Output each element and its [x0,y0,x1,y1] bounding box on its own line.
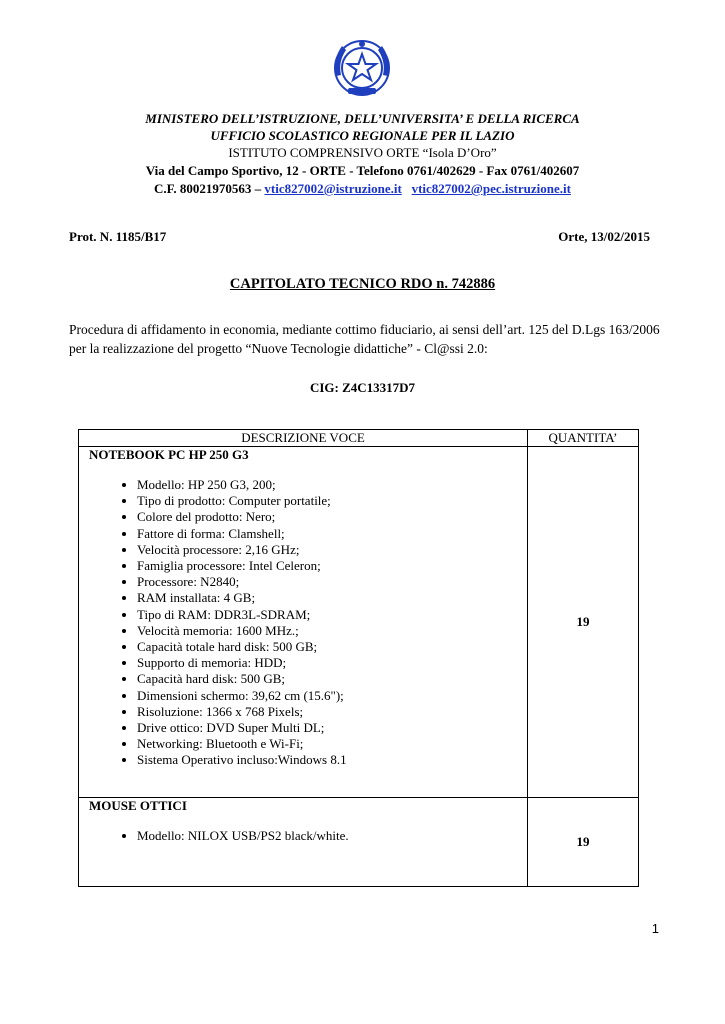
feature-item: • Tipo di RAM: DDR3L-SDRAM; [137,607,527,623]
item-name: NOTEBOOK PC HP 250 G3 [89,447,249,462]
item-description-cell [79,798,528,887]
email-link[interactable]: vtic827002@istruzione.it [264,181,402,196]
school-name: ISTITUTO COMPRENSIVO ORTE “Isola D’Oro” [228,145,497,160]
item-quantity: 19 [528,798,639,887]
column-header-description: DESCRIZIONE VOCE [79,430,528,447]
feature-item: • Modello: HP 250 G3, 200; [137,477,527,493]
feature-item: • Processore: N2840; [137,574,527,590]
feature-item: • Famiglia processore: Intel Celeron; [137,558,527,574]
feature-item: • Fattore di forma: Clamshell; [137,526,527,542]
feature-item: • Colore del prodotto: Nero; [137,509,527,525]
column-header-quantity: QUANTITA’ [528,430,639,447]
feature-item: • Drive ottico: DVD Super Multi DL; [137,720,527,736]
feature-item: • Velocità processore: 2,16 GHz; [137,542,527,558]
document-date: Orte, 13/02/2015 [558,229,650,244]
feature-item: • Capacità totale hard disk: 500 GB; [137,639,527,655]
ministry-heading: MINISTERO DELL’ISTRUZIONE, DELL’UNIVERSITA’ E DELLA RICERCA [145,111,580,126]
feature-item: • Supporto di memoria: HDD; [137,655,527,671]
table-header-row [79,430,639,447]
feature-list [89,477,527,769]
table-row [79,798,639,887]
feature-list [89,828,527,844]
feature-item: • Networking: Bluetooth e Wi-Fi; [137,736,527,752]
item-description-cell [79,447,528,798]
protocol-number: Prot. N. 1185/B17 [69,229,167,244]
republic-emblem [330,34,394,106]
pec-link[interactable]: vtic827002@pec.istruzione.it [411,181,571,196]
school-address: Via del Campo Sportivo, 12 - ORTE - Telefono 0761/402629 - Fax 0761/402607 [145,163,580,178]
feature-item: • Tipo di prodotto: Computer portatile; [137,493,527,509]
feature-item: • Sistema Operativo incluso:Windows 8.1 [137,752,527,768]
feature-item: • Velocità memoria: 1600 MHz.; [137,623,527,639]
feature-item: • Dimensioni schermo: 39,62 cm (15.6"); [137,688,527,704]
document-title: CAPITOLATO TECNICO RDO n. 742886 [229,276,496,292]
feature-item: • Modello: NILOX USB/PS2 black/white. [137,828,527,844]
item-quantity: 19 [528,447,639,798]
intro-paragraph: Procedura di affidamento in economia, mediante cottimo fiduciario, ai sensi dell’art. 125 del D.Lgs 163/2006 per la realizzazione del progetto “Nuove Tecnologie didattiche” - Cl@ssi 2.0: [69,322,660,356]
table-row [79,447,639,798]
fiscal-code: C.F. 80021970563 – [154,181,265,196]
contact-line [0,180,725,197]
feature-item: • RAM installata: 4 GB; [137,590,527,606]
cig-code: CIG: Z4C13317D7 [309,380,416,395]
office-heading: UFFICIO SCOLASTICO REGIONALE PER IL LAZIO [210,128,515,143]
spec-table [78,429,639,887]
feature-item: • Risoluzione: 1366 x 768 Pixels; [137,704,527,720]
item-name: MOUSE OTTICI [89,798,187,813]
feature-item: • Capacità hard disk: 500 GB; [137,671,527,687]
page-number: 1 [651,921,659,936]
